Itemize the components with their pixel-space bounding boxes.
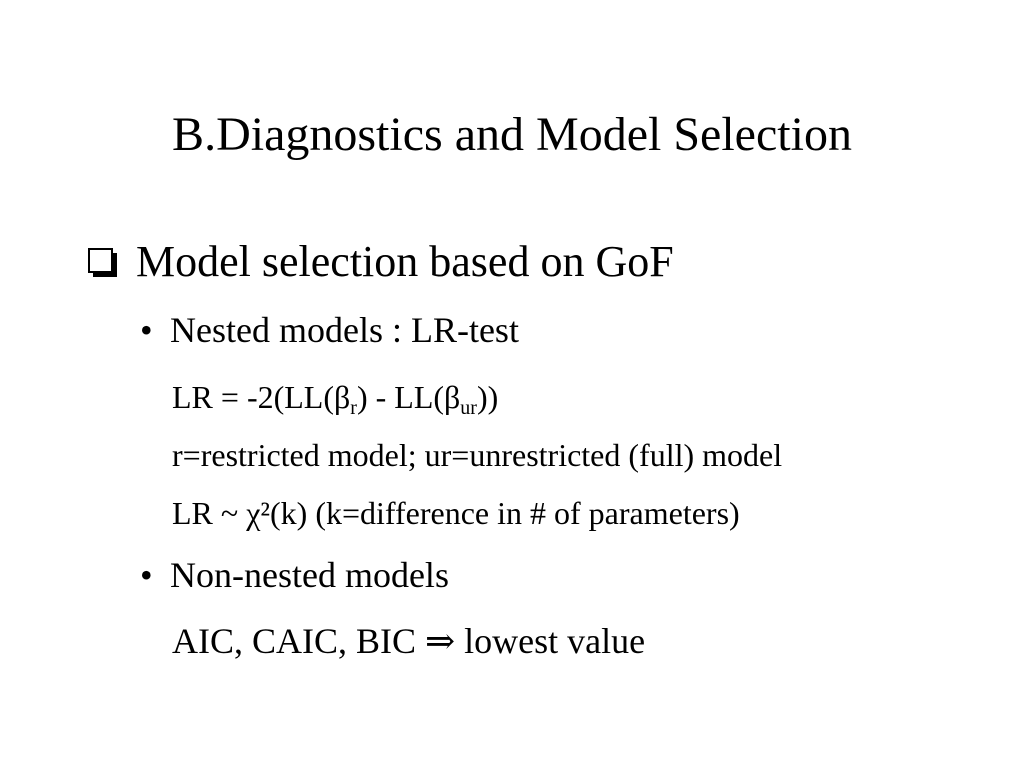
list-item-non-nested	[140, 553, 449, 597]
model-definition: r=restricted model; ur=unrestricted (full) model	[172, 437, 783, 473]
checkbox-bullet-icon	[88, 248, 118, 278]
lr-distribution: LR ~ χ²(k) (k=difference in # of parameters)	[172, 495, 740, 531]
list-item-nested	[140, 308, 519, 352]
nested-models-label: Nested models : LR-test	[170, 310, 519, 350]
slide-title: B.Diagnostics and Model Selection	[172, 108, 852, 161]
lr-formula: LR = $-2(LL(\beta_r) - LL(\beta_{ur}))$	[172, 379, 499, 419]
bullet: •	[140, 555, 153, 595]
section-heading: Model selection based on GoF	[136, 237, 674, 286]
information-criteria: AIC, CAIC, BIC ⇒ lowest value	[172, 621, 646, 661]
section-heading-line	[88, 236, 674, 288]
bullet: •	[140, 310, 153, 350]
non-nested-models-label: Non-nested models	[170, 555, 449, 595]
